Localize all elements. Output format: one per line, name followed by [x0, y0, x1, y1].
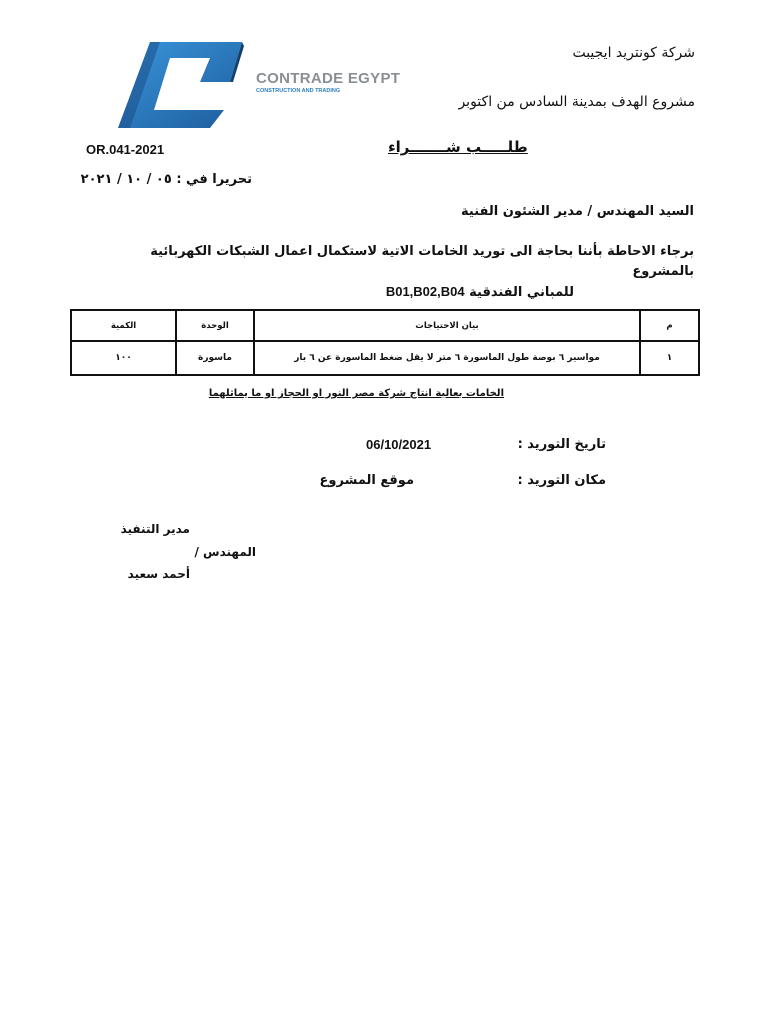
order-number: OR.041-2021 — [86, 142, 165, 157]
table-row — [71, 341, 699, 375]
delivery-date-label: تاريخ التوريد : — [517, 437, 606, 452]
requirements-table — [70, 309, 700, 376]
logo-wordmark: CONTRADE EGYPT — [256, 70, 401, 87]
intro-line-2-text: للمباني الفندقية — [464, 285, 574, 300]
project-name: مشروع الهدف بمدينة السادس من اكتوبر — [458, 94, 695, 110]
cell-no: ١ — [640, 341, 699, 375]
company-logo — [112, 40, 412, 130]
materials-note: الخامات بعالية انتاج شركة مصر النور او الحجاز او ما يماثلهما — [208, 388, 504, 399]
issue-date: تحريرا في : ٠٥ / ١٠ / ٢٠٢١ — [80, 172, 252, 187]
building-codes: B01,B02,B04 — [385, 284, 465, 299]
addressee: السيد المهندس / مدير الشئون الفنية — [461, 204, 694, 219]
intro-line-2 — [134, 282, 574, 303]
intro-paragraph — [134, 242, 694, 303]
intro-line-1: برجاء الاحاطة بأننا بحاجة الى توريد الخامات الاتية لاستكمال اعمال الشبكات الكهربائية بالمشروع — [150, 244, 694, 279]
signatory-name: أحمد سعيد — [127, 567, 190, 581]
delivery-place-value: موقع المشروع — [319, 473, 414, 488]
cell-qty: ١٠٠ — [71, 341, 176, 375]
delivery-place-label: مكان التوريد : — [517, 473, 606, 488]
signatory-title: المهندس / — [194, 545, 256, 559]
header-no: م — [640, 310, 699, 341]
document-title: طلـــــب شـــــــراء — [388, 138, 528, 156]
table-header-row — [71, 310, 699, 341]
signatory-role: مدير التنفيذ — [120, 522, 190, 536]
logo-tagline: CONSTRUCTION AND TRADING — [256, 88, 341, 94]
header-unit: الوحدة — [176, 310, 254, 341]
company-name: شركة كونتريد ايجيبت — [572, 45, 695, 61]
delivery-date-value: 06/10/2021 — [366, 437, 432, 452]
header-description: بيان الاحتياجات — [254, 310, 640, 341]
contrade-logo-icon — [112, 40, 252, 130]
header-qty: الكمية — [71, 310, 176, 341]
cell-unit: ماسورة — [176, 341, 254, 375]
cell-description: مواسير ٦ بوصة طول الماسورة ٦ متر لا يقل ضغط الماسورة عن ٦ بار — [254, 341, 640, 375]
